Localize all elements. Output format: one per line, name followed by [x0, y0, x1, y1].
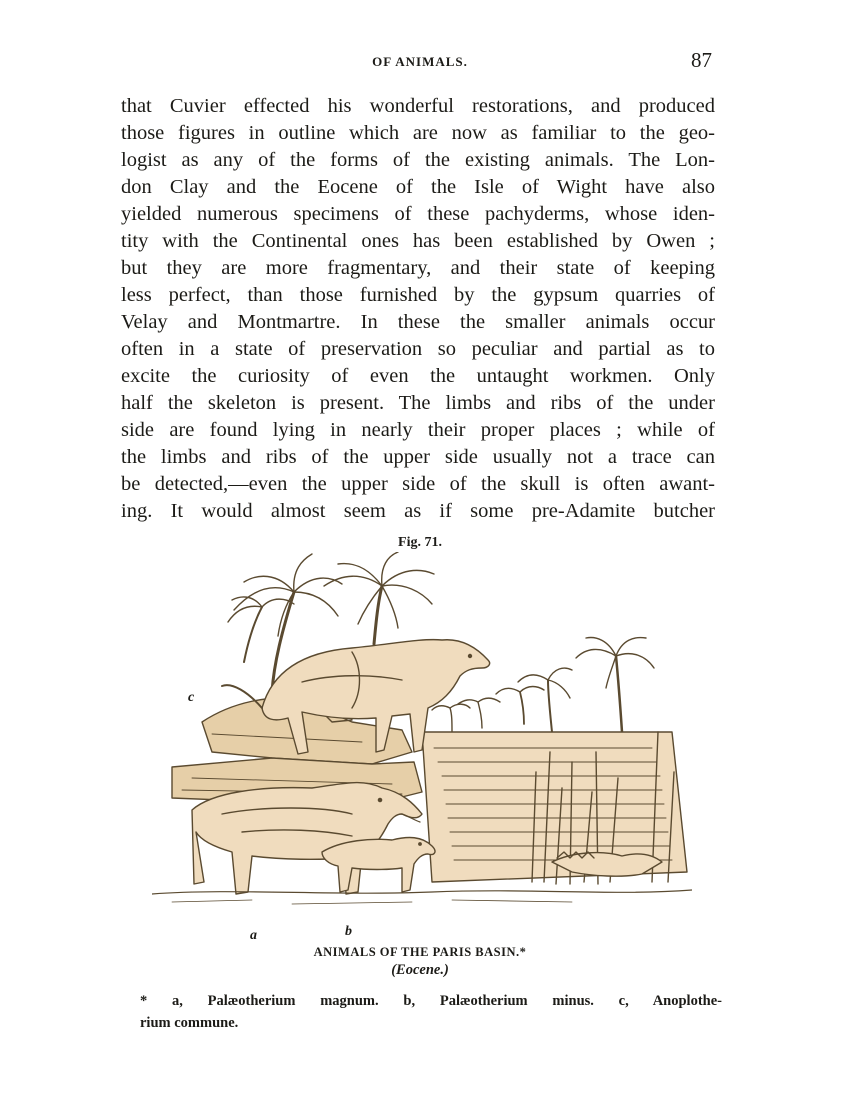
footnote-line: * a, Palæotherium magnum. b, Palæotherium minus. c, Anoplothe- [140, 993, 722, 1009]
text-line: the limbs and ribs of the upper side usually not a trace can [121, 446, 715, 468]
palm-tree-center [324, 552, 434, 644]
text-line: those figures in outline which are now as familiar to the geo- [121, 122, 715, 144]
figure-letter-c: c [188, 690, 195, 705]
text-line: but they are more fragmentary, and their state of keeping [121, 257, 715, 279]
text-line: tity with the Continental ones has been established by Owen ; [121, 230, 715, 252]
running-title: OF ANIMALS. [372, 54, 468, 69]
figure-letter-b: b [345, 924, 352, 939]
body-text [121, 93, 715, 525]
text-line: logist as any of the forms of the existing animals. The Lon- [121, 149, 715, 171]
text-line: less perfect, than those furnished by the gypsum quarries of [121, 284, 715, 306]
figure-subcaption: (Eocene.) [391, 962, 449, 978]
footnote [140, 990, 722, 1034]
running-head [120, 50, 720, 76]
text-line: excite the curiosity of even the untaught workmen. Only [121, 365, 715, 387]
page-number: 87 [691, 48, 712, 72]
text-line: ing. It would almost seem as if some pre-Adamite butcher [121, 500, 715, 522]
text-line: often in a state of preservation so peculiar and partial as to [121, 338, 715, 360]
paris-basin-illustration [152, 552, 692, 930]
figure-label: Fig. 71. [398, 535, 442, 550]
text-line: side are found lying in nearly their proper places ; while of [121, 419, 715, 441]
text-line: yielded numerous specimens of these pachyderms, whose iden- [121, 203, 715, 225]
text-line: be detected,—even the upper side of the skull is often awant- [121, 473, 715, 495]
footnote-line: rium commune. [140, 1015, 239, 1031]
figure-letter-a: a [250, 928, 257, 943]
text-line: Velay and Montmartre. In these the smaller animals occur [121, 311, 715, 333]
text-line: don Clay and the Eocene of the Isle of Wight have also [121, 176, 715, 198]
text-line: half the skeleton is present. The limbs and ribs of the under [121, 392, 715, 414]
palaeotherium-minus-b [322, 838, 435, 892]
text-line: that Cuvier effected his wonderful restorations, and produced [121, 95, 715, 117]
palaeotherium-magnum-a [192, 783, 422, 894]
figure-caption: ANIMALS OF THE PARIS BASIN.* [313, 945, 527, 959]
